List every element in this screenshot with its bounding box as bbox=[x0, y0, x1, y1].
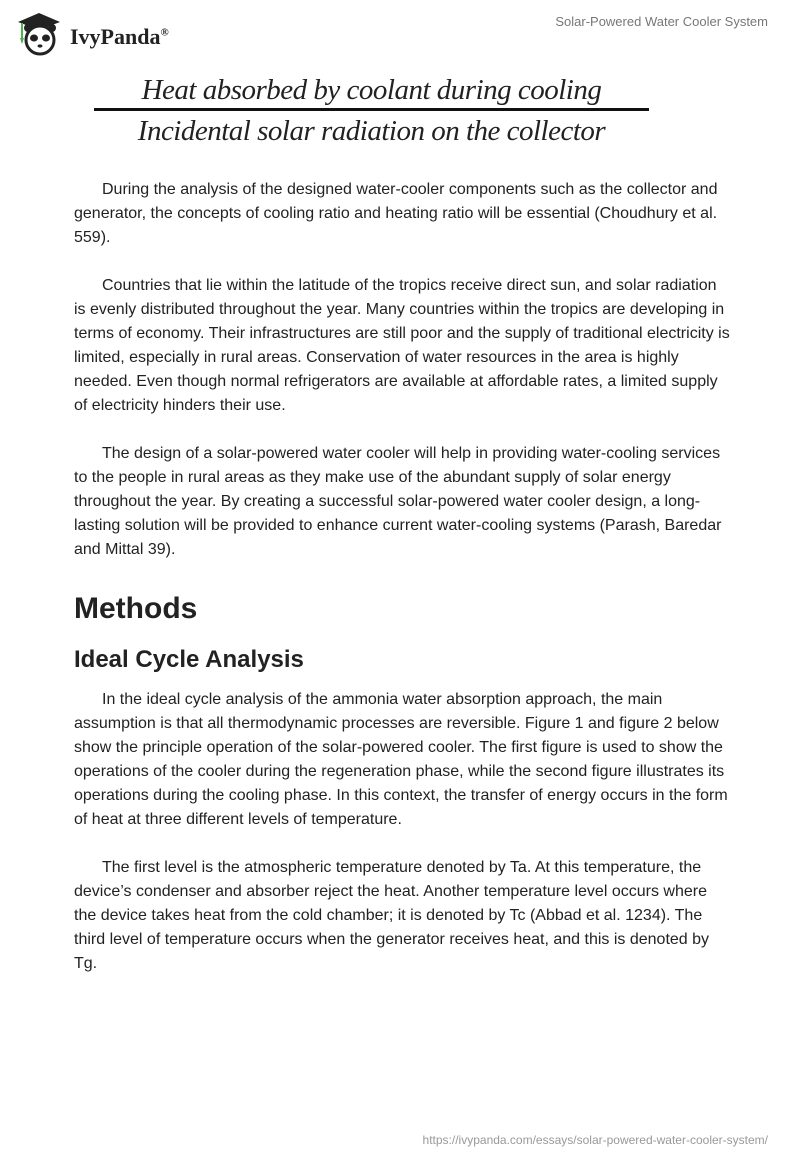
paragraph: During the analysis of the designed water-cooler components such as the collector and generator, the concepts of cooling ratio and heating ratio will be essential (Choudhury et al. 559). bbox=[74, 181, 718, 246]
ivypanda-logo[interactable] bbox=[14, 8, 169, 58]
panda-graduate-icon bbox=[14, 8, 64, 58]
formula-numerator: Heat absorbed by coolant during cooling bbox=[141, 74, 602, 106]
paragraph: The design of a solar-powered water cooler will help in providing water-cooling services to the people in rural areas as they make use of the abundant supply of solar energy throughout the year. By creating a successful solar-powered water cooler design, a long-lasting solution will be provided to enhance current water-cooling systems (Parash, Baredar and Mittal 39). bbox=[74, 445, 722, 558]
subheading-ideal-cycle-analysis: Ideal Cycle Analysis bbox=[74, 646, 304, 673]
cooling-ratio-formula bbox=[94, 72, 649, 149]
formula-denominator: Incidental solar radiation on the collector bbox=[137, 115, 606, 147]
paragraph: The first level is the atmospheric temperature denoted by Ta. At this temperature, the device’s condenser and absorber reject the heat. Another temperature level occurs where the device takes heat from the cold chamber; it is denoted by Tc (Abbad et al. 1234). The third level of temperature occurs when the generator receives heat, and this is denoted by Tg. bbox=[74, 859, 710, 972]
logo-text: IvyPanda bbox=[70, 24, 161, 49]
paragraph: In the ideal cycle analysis of the ammonia water absorption approach, the main assumption is that all thermodynamic processes are reversible. Figure 1 and figure 2 below show the principle operation of the solar-powered cooler. The first figure is used to show the operations of the cooler during the regeneration phase, while the second figure illustrates its operations during the cooling phase. In this context, the transfer of energy occurs in the form of heat at three different levels of temperature. bbox=[74, 691, 728, 828]
section-heading-methods: Methods bbox=[74, 592, 198, 625]
article-body bbox=[74, 178, 730, 1000]
fraction-bar bbox=[94, 108, 649, 111]
registered-mark: ® bbox=[160, 26, 169, 39]
paragraph: Countries that lie within the latitude of the tropics receive direct sun, and solar radiation is evenly distributed throughout the year. Many countries within the tropics are developing in terms of economy. Their infrastructures are still poor and the supply of traditional electricity is limited, especially in rural areas. Conservation of water resources in the area is highly needed. Even though normal refrigerators are available at affordable rates, a limited supply of electricity hinders their use. bbox=[74, 277, 730, 414]
document-title: Solar-Powered Water Cooler System bbox=[555, 14, 768, 29]
source-url[interactable]: https://ivypanda.com/essays/solar-powered-water-cooler-system/ bbox=[422, 1133, 768, 1147]
